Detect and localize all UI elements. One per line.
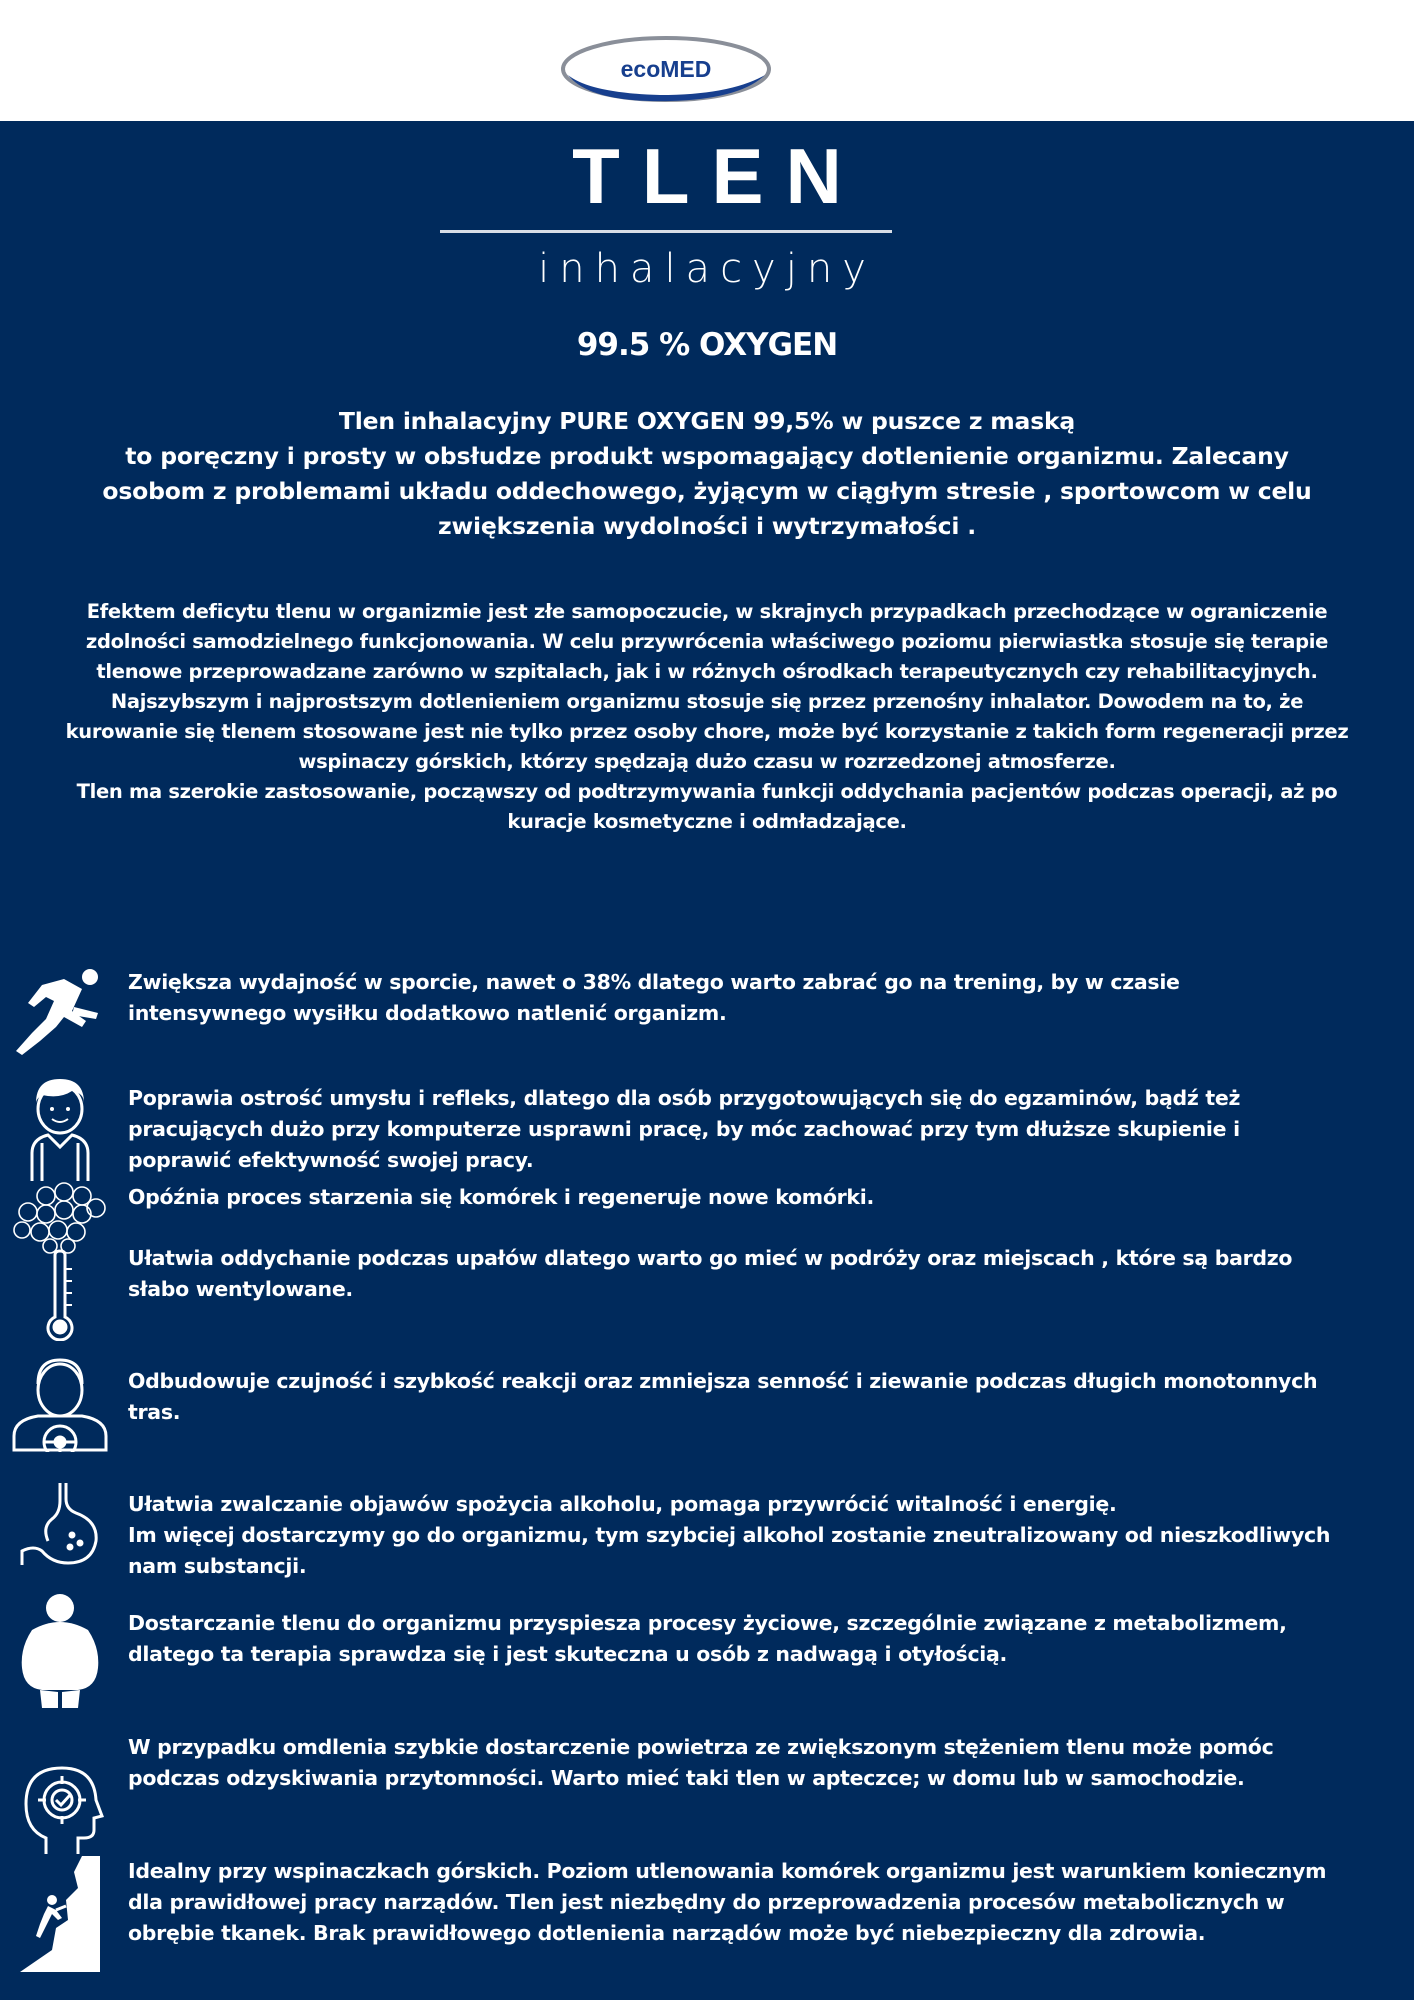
benefit-text bbox=[128, 1083, 1338, 1176]
benefit-line: Zwiększa wydajność w sporcie, nawet o 38% dlatego warto zabrać go na trening, by w czasie intensywnego wysiłku dodatkowo natlenić organizm. bbox=[128, 970, 1180, 1025]
driver-icon bbox=[12, 1356, 108, 1452]
main-content bbox=[0, 121, 1414, 2000]
benefit-text bbox=[128, 1243, 1338, 1305]
overweight-person-icon bbox=[12, 1592, 108, 1712]
header-bar bbox=[0, 0, 1414, 121]
student-icon bbox=[12, 1073, 108, 1183]
intro-text bbox=[90, 404, 1324, 544]
benefit-text bbox=[128, 1732, 1338, 1794]
benefit-line: Poprawia ostrość umysłu i refleks, dlatego dla osób przygotowujących się do egzaminów, bądź też pracujących dużo przy komputerze usprawni pracę, by móc zachować przy tym dłuższe skupienie i poprawić efektywność swojej pracy. bbox=[128, 1086, 1241, 1172]
description-paragraph: Efektem deficytu tlenu w organizmie jest złe samopoczucie, w skrajnych przypadkach przechodzące w ograniczenie zdolności samodzielnego funkcjonowania. W celu przywrócenia właściwego poziomu pierwiastka stosuje się terapie tlenowe przeprowadzane zarówno w szpitalach, jak i w różnych ośrodkach terapeutycznych czy rehabilitacyjnych. Najszybszym i najprostszym dotlenieniem organizmu stosuje się przez przenośny inhalator. Dowodem na to, że kurowanie się tlenem stosowane jest nie tylko przez osoby chore, może być korzystanie z takich form regeneracji przez wspinaczy górskich, którzy spędzają dużo czasu w rozrzedzonej atmosferze. bbox=[65, 600, 1349, 773]
benefit-line: Ułatwia oddychanie podczas upałów dlatego warto go mieć w podróży oraz miejscach , które są bardzo słabo wentylowane. bbox=[128, 1246, 1293, 1301]
benefit-text bbox=[128, 1608, 1338, 1670]
benefit-line: Dostarczanie tlenu do organizmu przyspiesza procesy życiowe, szczególnie związane z metabolizmem, dlatego ta terapia sprawdza się i jest skuteczna u osób z nadwagą i otyłością. bbox=[128, 1611, 1287, 1666]
benefit-text bbox=[128, 1182, 1338, 1213]
benefit-text bbox=[128, 967, 1338, 1029]
climber-icon bbox=[12, 1854, 108, 1974]
benefit-line: W przypadku omdlenia szybkie dostarczenie powietrza ze zwiększonym stężeniem tlenu może pomóc podczas odzyskiwania przytomności. Warto mieć taki tlen w apteczce; w domu lub w samochodzie. bbox=[128, 1735, 1274, 1790]
intro-line: Tlen inhalacyjny PURE OXYGEN 99,5% w puszce z maską bbox=[338, 407, 1076, 435]
description-text bbox=[60, 597, 1354, 837]
runner-icon bbox=[12, 967, 108, 1057]
ecomed-logo bbox=[560, 35, 772, 103]
benefit-line: Ułatwia zwalczanie objawów spożycia alkoholu, pomaga przywrócić witalność i energię. bbox=[128, 1492, 1117, 1516]
benefit-text bbox=[128, 1489, 1338, 1582]
cells-icon bbox=[12, 1182, 108, 1254]
page-subtitle: inhalacyjny bbox=[538, 246, 876, 292]
description-paragraph: Tlen ma szerokie zastosowanie, począwszy od podtrzymywania funkcji oddychania pacjentów podczas operacji, aż po kuracje kosmetyczne i odmładzające. bbox=[76, 780, 1338, 833]
thermometer-icon bbox=[12, 1249, 108, 1341]
title-divider bbox=[440, 230, 892, 233]
logo-text: ecoMED bbox=[620, 55, 712, 82]
oxygen-tagline: 99.5 % OXYGEN bbox=[576, 327, 838, 363]
benefit-text bbox=[128, 1856, 1338, 1949]
benefit-text bbox=[128, 1366, 1338, 1428]
intro-line: to poręczny i prosty w obsłudze produkt wspomagający dotlenienie organizmu. Zalecany osobom z problemami układu oddechowego, żyjącym w ciągłym stresie , sportowcom w celu zwiększenia wydolności i wytrzymałości . bbox=[102, 442, 1312, 540]
stomach-icon bbox=[12, 1479, 108, 1569]
benefit-line: Odbudowuje czujność i szybkość reakcji oraz zmniejsza senność i ziewanie podczas długich monotonnych tras. bbox=[128, 1369, 1318, 1424]
benefit-line: Im więcej dostarczymy go do organizmu, tym szybciej alkohol zostanie zneutralizowany od nieszkodliwych nam substancji. bbox=[128, 1523, 1331, 1578]
benefit-line: Idealny przy wspinaczkach górskich. Poziom utlenowania komórek organizmu jest warunkiem koniecznym dla prawidłowej pracy narządów. Tlen jest niezbędny do przeprowadzenia procesów metabolicznych w obrębie tkanek. Brak prawidłowego dotlenienia narządów może być niebezpieczny dla zdrowia. bbox=[128, 1859, 1327, 1945]
benefit-line: Opóźnia proces starzenia się komórek i regeneruje nowe komórki. bbox=[128, 1185, 874, 1209]
head-target-icon bbox=[12, 1760, 108, 1856]
page-title: TLEN bbox=[572, 132, 864, 220]
